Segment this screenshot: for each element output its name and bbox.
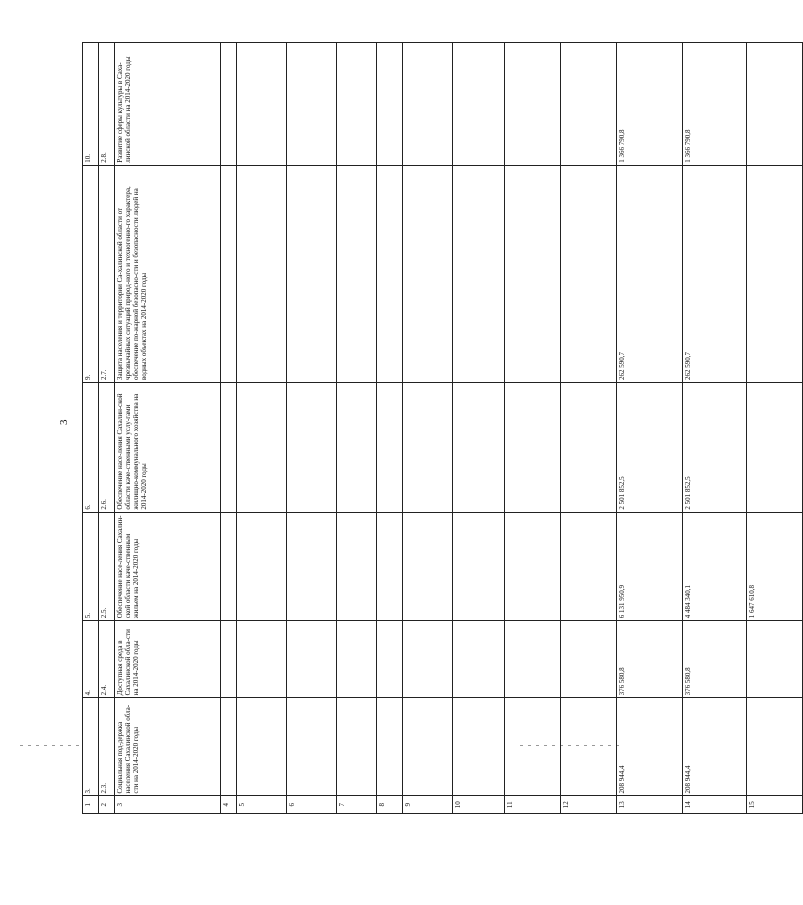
rotated-table-container — [82, 42, 756, 814]
table-cell — [505, 165, 561, 382]
column-number: 11 — [505, 796, 561, 814]
column-number: 14 — [683, 796, 747, 814]
table-cell: 2 501 852,5 — [617, 382, 683, 512]
table-cell — [561, 621, 617, 698]
table-cell: 3. — [83, 698, 99, 796]
table-cell — [505, 698, 561, 796]
table-cell: Развитие сферы культуры в Саха-линской области на 2014-2020 годы — [115, 43, 221, 166]
table-cell — [287, 165, 337, 382]
table-cell: Обеспечение насе-ления Сахалин-ской области каче-ственным жильем на 2014-2020 годы — [115, 512, 221, 621]
table-cell — [287, 621, 337, 698]
table-cell — [221, 382, 237, 512]
table-cell — [337, 512, 377, 621]
table-cell — [337, 621, 377, 698]
table-cell: 2.7. — [99, 165, 115, 382]
table-cell: 2.8. — [99, 43, 115, 166]
table-row — [453, 43, 505, 814]
table-cell — [237, 621, 287, 698]
table-cell: 2 501 852,5 — [683, 382, 747, 512]
table-cell — [403, 698, 453, 796]
table-cell: 2.4. — [99, 621, 115, 698]
scan-artifact-line — [20, 745, 80, 746]
column-number: 4 — [221, 796, 237, 814]
table-cell: 376 580,8 — [617, 621, 683, 698]
table-cell: 208 944,4 — [683, 698, 747, 796]
table-row — [115, 43, 221, 814]
column-number: 9 — [403, 796, 453, 814]
table-cell — [561, 382, 617, 512]
table-cell — [747, 43, 803, 166]
table-cell: 9. — [83, 165, 99, 382]
column-number: 3 — [115, 796, 221, 814]
table-cell: 262 590,7 — [683, 165, 747, 382]
table-cell — [377, 698, 403, 796]
table-cell: 208 944,4 — [617, 698, 683, 796]
table-cell — [287, 382, 337, 512]
table-cell — [237, 43, 287, 166]
table-cell — [505, 43, 561, 166]
table-cell: 1 366 790,8 — [683, 43, 747, 166]
column-number: 5 — [237, 796, 287, 814]
table-cell — [505, 512, 561, 621]
table-cell: 376 580,8 — [683, 621, 747, 698]
table-cell: 1 366 790,8 — [617, 43, 683, 166]
table-cell — [287, 512, 337, 621]
table-cell — [287, 698, 337, 796]
table-cell: 6 131 950,9 — [617, 512, 683, 621]
table-row — [377, 43, 403, 814]
table-cell — [237, 698, 287, 796]
table-row — [505, 43, 561, 814]
table-cell: 6. — [83, 382, 99, 512]
table-cell — [403, 512, 453, 621]
table-cell — [747, 698, 803, 796]
table-row — [403, 43, 453, 814]
table-row — [617, 43, 683, 814]
table-cell: Обеспечение насе-ления Сахалин-ской области каче-ственными услу-гами жилищно-коммунального хозяйства на 2014-2020 годы — [115, 382, 221, 512]
table-row — [237, 43, 287, 814]
budget-table — [82, 42, 803, 814]
table-cell: Защита населения и территории Са-халинской области от чрезвычайных ситуаций природ-ного и техногенно-го характера, обеспечение по-жарной безопасно-сти и безопасности людей на водных объектах на 2014-2020 годы — [115, 165, 221, 382]
table-cell — [747, 621, 803, 698]
column-number: 12 — [561, 796, 617, 814]
table-cell — [221, 43, 237, 166]
table-row — [337, 43, 377, 814]
page-number: 3 — [58, 419, 70, 425]
table-cell — [747, 165, 803, 382]
table-cell — [337, 382, 377, 512]
table-row — [221, 43, 237, 814]
column-number: 7 — [337, 796, 377, 814]
table-cell — [403, 165, 453, 382]
column-number: 2 — [99, 796, 115, 814]
table-cell: Доступная среда в Сахалинской обла-сти на 2014-2020 годы — [115, 621, 221, 698]
table-cell: 2.3. — [99, 698, 115, 796]
column-number: 8 — [377, 796, 403, 814]
table-cell — [453, 165, 505, 382]
table-cell — [403, 382, 453, 512]
table-cell — [453, 512, 505, 621]
table-cell — [287, 43, 337, 166]
table-cell — [453, 621, 505, 698]
table-cell — [453, 382, 505, 512]
table-cell — [403, 43, 453, 166]
table-cell: 2.5. — [99, 512, 115, 621]
column-number: 6 — [287, 796, 337, 814]
table-cell — [505, 382, 561, 512]
table-cell — [377, 621, 403, 698]
table-cell — [377, 512, 403, 621]
table-cell — [561, 43, 617, 166]
column-number: 10 — [453, 796, 505, 814]
table-cell: 5. — [83, 512, 99, 621]
table-cell — [237, 512, 287, 621]
table-cell — [453, 698, 505, 796]
table-row — [99, 43, 115, 814]
table-cell — [377, 382, 403, 512]
table-cell — [337, 43, 377, 166]
table-cell — [237, 165, 287, 382]
table-cell: 262 590,7 — [617, 165, 683, 382]
table-cell — [337, 165, 377, 382]
table-row — [287, 43, 337, 814]
table-cell — [747, 382, 803, 512]
table-cell — [337, 698, 377, 796]
table-cell — [377, 165, 403, 382]
table-cell — [377, 43, 403, 166]
table-cell — [561, 698, 617, 796]
table-row — [83, 43, 99, 814]
column-number: 1 — [83, 796, 99, 814]
column-number: 13 — [617, 796, 683, 814]
table-row — [561, 43, 617, 814]
table-cell: 2.6. — [99, 382, 115, 512]
table-cell — [237, 382, 287, 512]
table-row — [683, 43, 747, 814]
table-cell: 1 647 610,8 — [747, 512, 803, 621]
table-cell: 10. — [83, 43, 99, 166]
table-cell: 4 484 340,1 — [683, 512, 747, 621]
table-cell — [221, 621, 237, 698]
table-cell — [561, 165, 617, 382]
table-cell — [453, 43, 505, 166]
table-cell — [221, 698, 237, 796]
table-cell — [403, 621, 453, 698]
table-cell — [561, 512, 617, 621]
table-row — [747, 43, 803, 814]
table-cell — [505, 621, 561, 698]
column-number: 15 — [747, 796, 803, 814]
table-cell: Социальная под-держка населения Сахалинской обла-сти на 2014-2020 годы — [115, 698, 221, 796]
table-cell — [221, 165, 237, 382]
table-cell — [221, 512, 237, 621]
table-cell: 4. — [83, 621, 99, 698]
